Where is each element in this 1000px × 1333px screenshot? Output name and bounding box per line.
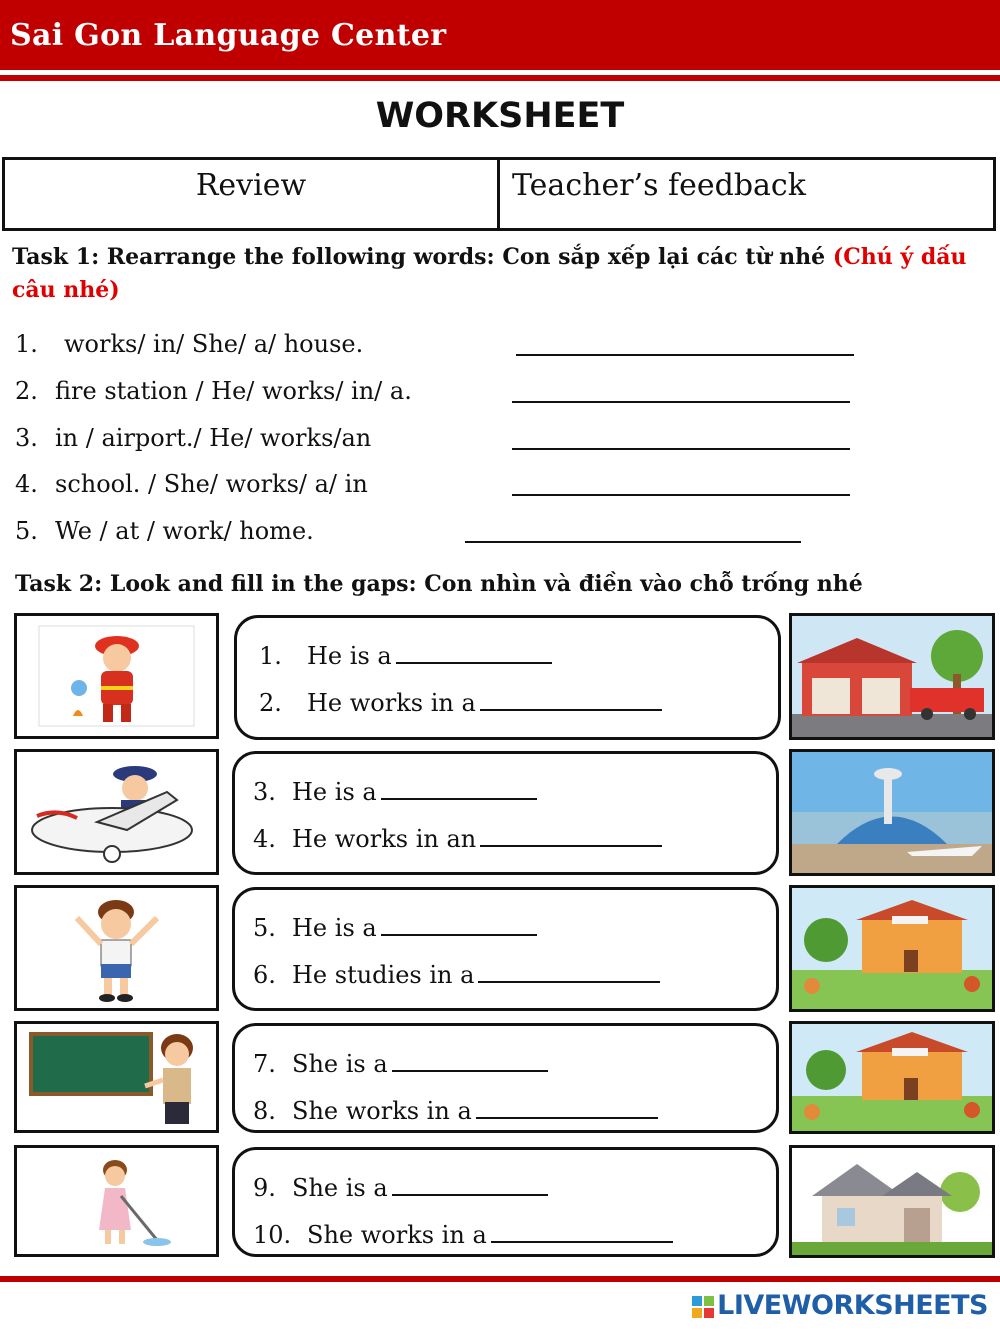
question-box-5 [232, 1147, 779, 1257]
task1-instruction: Task 1: Rearrange the following words: Con sắp xếp lại các từ nhé [12, 244, 826, 270]
task1-item [15, 330, 363, 358]
review-cell: Review [5, 160, 500, 228]
house-icon [789, 1145, 995, 1258]
answer-blank-8[interactable] [476, 1099, 658, 1119]
answer-line-1[interactable] [516, 354, 854, 356]
question-6: 6. He studies in a [253, 961, 660, 989]
question-box-4 [232, 1023, 779, 1133]
answer-blank-7[interactable] [392, 1052, 548, 1072]
question-2: 2. He works in a [259, 689, 662, 717]
item-words: We / at / work/ home. [55, 517, 314, 545]
task1-item [15, 377, 412, 405]
answer-blank-2[interactable] [480, 691, 662, 711]
answer-blank-10[interactable] [491, 1223, 673, 1243]
task1-heading [12, 241, 992, 307]
item-words: works/ in/ She/ a/ house. [64, 330, 364, 358]
firefighter-icon [14, 613, 219, 739]
question-3: 3. He is a [253, 778, 537, 806]
airport-icon [789, 749, 995, 876]
answer-line-4[interactable] [512, 494, 850, 496]
question-5: 5. He is a [253, 914, 537, 942]
teacher-feedback-cell: Teacher’s feedback [512, 168, 806, 203]
school-icon [789, 885, 995, 1012]
answer-line-3[interactable] [512, 448, 850, 450]
item-words: in / airport./ He/ works/an [55, 424, 372, 452]
item-number: 1. [15, 330, 38, 358]
question-10: 10. She works in a [253, 1221, 673, 1249]
school-icon [789, 1021, 995, 1134]
answer-blank-3[interactable] [381, 780, 537, 800]
task1-item [15, 470, 368, 498]
task1-item [15, 517, 314, 545]
task2-heading: Task 2: Look and fill in the gaps: Con nhìn và điền vào chỗ trống nhé [15, 571, 863, 597]
answer-line-2[interactable] [512, 401, 850, 403]
answer-blank-4[interactable] [480, 827, 662, 847]
item-number: 2. [15, 377, 38, 405]
question-4: 4. He works in an [253, 825, 662, 853]
answer-blank-9[interactable] [392, 1176, 548, 1196]
task1-note: (Chú ý dấu câu nhé) [12, 244, 967, 303]
footer-rule [0, 1276, 1000, 1282]
housewife-icon [14, 1145, 219, 1257]
item-words: school. / She/ works/ a/ in [55, 470, 368, 498]
answer-blank-1[interactable] [396, 644, 552, 664]
item-number: 4. [15, 470, 38, 498]
student-icon [14, 885, 219, 1011]
question-9: 9. She is a [253, 1174, 548, 1202]
center-name: Sai Gon Language Center [10, 18, 447, 53]
liveworksheets-brand[interactable]: LIVEWORKSHEETS [717, 1290, 988, 1321]
header-rule [0, 75, 1000, 81]
question-7: 7. She is a [253, 1050, 548, 1078]
task1-item [15, 424, 371, 452]
item-words: fire station / He/ works/ in/ a. [55, 377, 412, 405]
fire-station-icon [789, 613, 995, 740]
item-number: 5. [15, 517, 38, 545]
feedback-table [2, 157, 996, 231]
item-number: 3. [15, 424, 38, 452]
answer-blank-6[interactable] [478, 963, 660, 983]
question-box-2 [232, 751, 779, 875]
teacher-icon [14, 1021, 219, 1133]
question-1: 1. He is a [259, 642, 552, 670]
pilot-icon [14, 749, 219, 875]
liveworksheets-logo-icon [692, 1296, 714, 1322]
answer-blank-5[interactable] [381, 916, 537, 936]
question-box-1 [234, 615, 781, 740]
answer-line-5[interactable] [465, 541, 801, 543]
question-box-3 [232, 887, 779, 1011]
question-8: 8. She works in a [253, 1097, 658, 1125]
worksheet-title: WORKSHEET [375, 96, 625, 136]
